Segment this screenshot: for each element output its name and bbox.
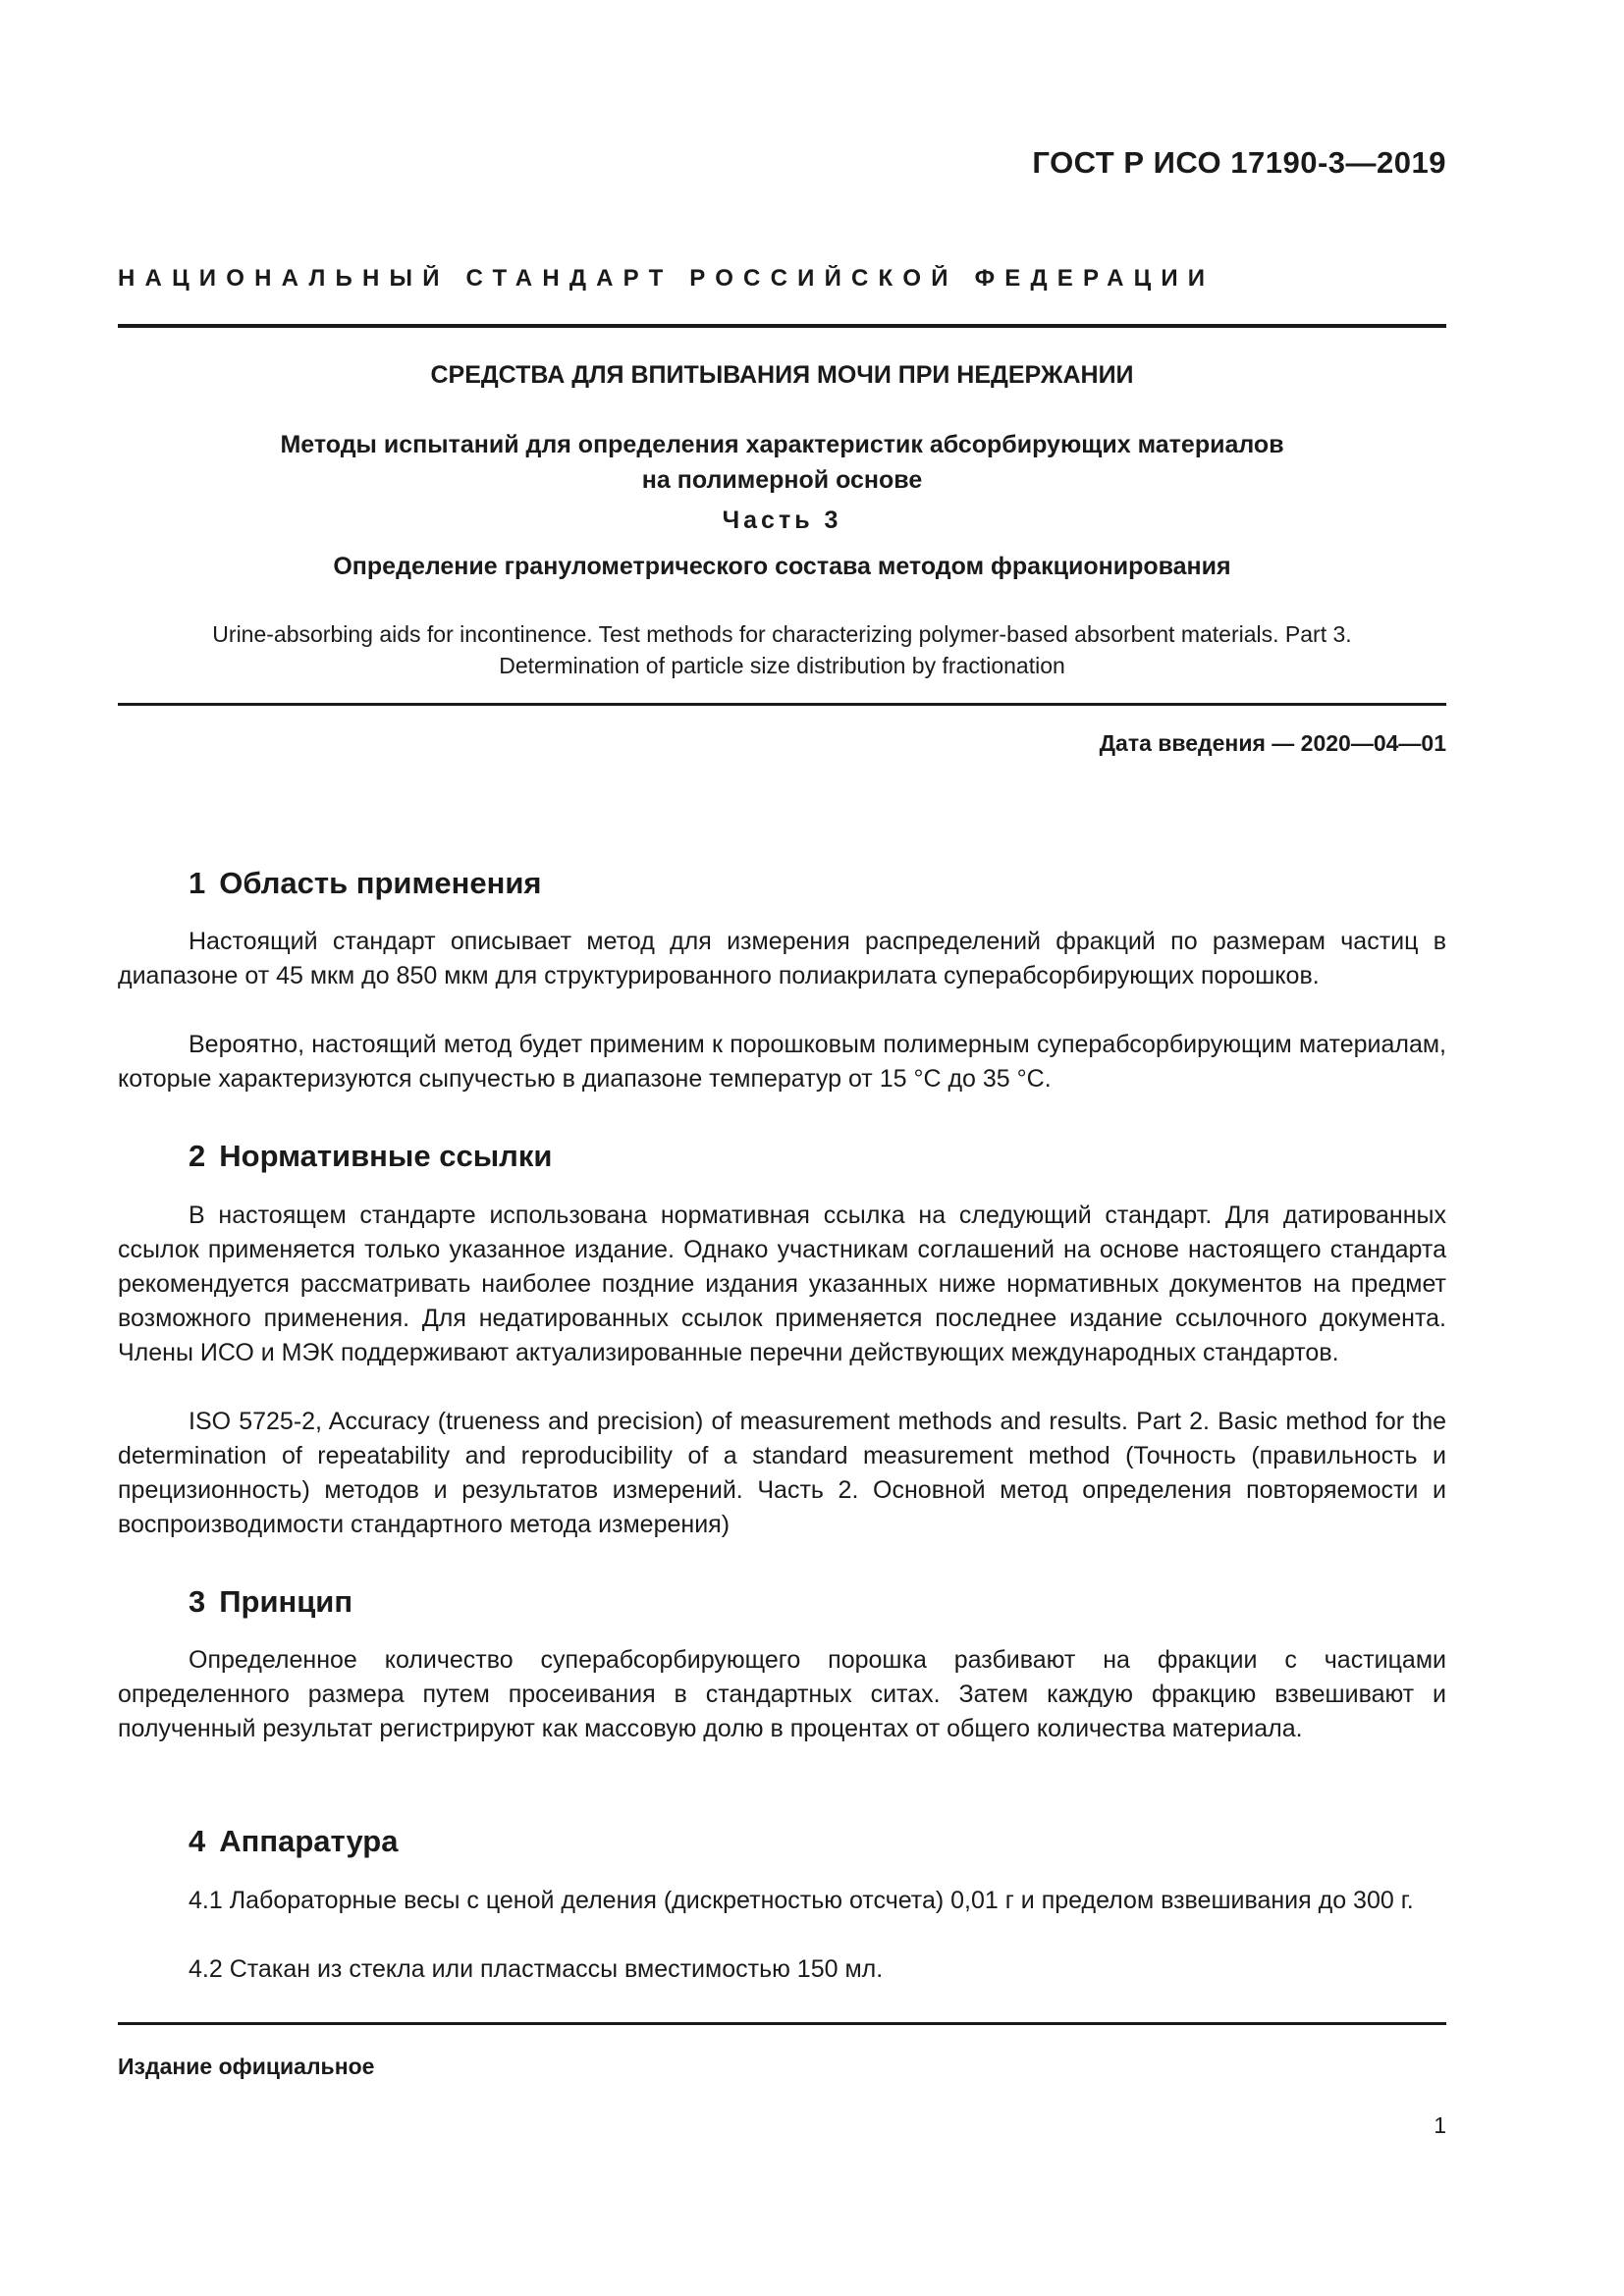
footer-divider (118, 2022, 1446, 2025)
national-standard-banner: НАЦИОНАЛЬНЫЙ СТАНДАРТ РОССИЙСКОЙ ФЕДЕРАЦИИ (118, 265, 1216, 292)
official-edition-label: Издание официальное (118, 2054, 375, 2079)
document-subtitle (118, 427, 1446, 498)
english-title-line-1: Urine-absorbing aids for incontinence. Test methods for characterizing polymer-based absorbent materials. Part 3. (212, 621, 1352, 647)
section-number: 2 (189, 1139, 206, 1173)
section-heading-2 (189, 1139, 552, 1174)
section-number: 1 (189, 866, 206, 900)
section-number: 3 (189, 1584, 206, 1619)
part-title: Определение гранулометрического состава методом фракционирования (333, 553, 1231, 580)
paragraph: Настоящий стандарт описывает метод для измерения распределений фракций по размерам частиц в диапазоне от 45 мкм до 850 мкм для структурированного полиакрилата суперабсорбирующих порошков. (118, 928, 1446, 989)
page-number: 1 (1434, 2112, 1446, 2138)
section-heading-1 (189, 866, 542, 901)
document-title: СРЕДСТВА ДЛЯ ВПИТЫВАНИЯ МОЧИ ПРИ НЕДЕРЖАНИИ (430, 361, 1134, 389)
section-number: 4 (189, 1824, 206, 1858)
english-title (118, 618, 1446, 681)
paragraph: ISO 5725-2, Accuracy (trueness and precision) of measurement methods and results. Part 2. Basic method for the determination of repeatability and reproducibility of a standard measurement method (Точность (правильность и прецизионность) методов и результатов измерений. Часть 2. Основной метод определения повторяемости и воспроизводимости стандартного метода измерения) (118, 1408, 1446, 1538)
title-divider (118, 703, 1446, 706)
section-title: Область применения (219, 866, 542, 900)
paragraph: Определенное количество суперабсорбирующего порошка разбивают на фракции с частицами определенного размера путем просеивания в стандартных ситах. Затем каждую фракцию взвешивают и полученный результат регистрируют как массовую долю в процентах от общего количества материала. (118, 1646, 1446, 1742)
paragraph: 4.1 Лабораторные весы с ценой деления (дискретностью отсчета) 0,01 г и пределом взвешивания до 300 г. (189, 1887, 1414, 1914)
subtitle-line-2: на полимерной основе (641, 466, 923, 494)
section-title: Принцип (219, 1584, 353, 1619)
top-divider (118, 324, 1446, 328)
section-heading-4 (189, 1824, 398, 1859)
paragraph: В настоящем стандарте использована нормативная ссылка на следующий стандарт. Для датированных ссылок применяется только указанное издание. Однако участникам соглашений на основе настоящего стандарта рекомендуется рассматривать наиболее поздние издания указанных ниже нормативных документов на предмет возможного применения. Для недатированных ссылок применяется последнее издание ссылочного документа. Члены ИСО и МЭК поддерживают актуализированные перечни действующих международных стандартов. (118, 1201, 1446, 1366)
section-heading-3 (189, 1584, 352, 1620)
paragraph: 4.2 Стакан из стекла или пластмассы вместимостью 150 мл. (189, 1955, 884, 1983)
gost-code: ГОСТ Р ИСО 17190-3—2019 (1032, 145, 1446, 180)
part-number: Часть 3 (722, 507, 842, 534)
subtitle-line-1: Методы испытаний для определения характеристик абсорбирующих материалов (280, 431, 1284, 458)
section-title: Нормативные ссылки (219, 1139, 553, 1173)
introduction-date: Дата введения — 2020—04—01 (1099, 730, 1446, 756)
paragraph: Вероятно, настоящий метод будет применим к порошковым полимерным суперабсорбирующим материалам, которые характеризуются сыпучестью в диапазоне температур от 15 °С до 35 °С. (118, 1031, 1446, 1093)
english-title-line-2: Determination of particle size distribution by fractionation (499, 653, 1065, 678)
section-title: Аппаратура (219, 1824, 399, 1858)
